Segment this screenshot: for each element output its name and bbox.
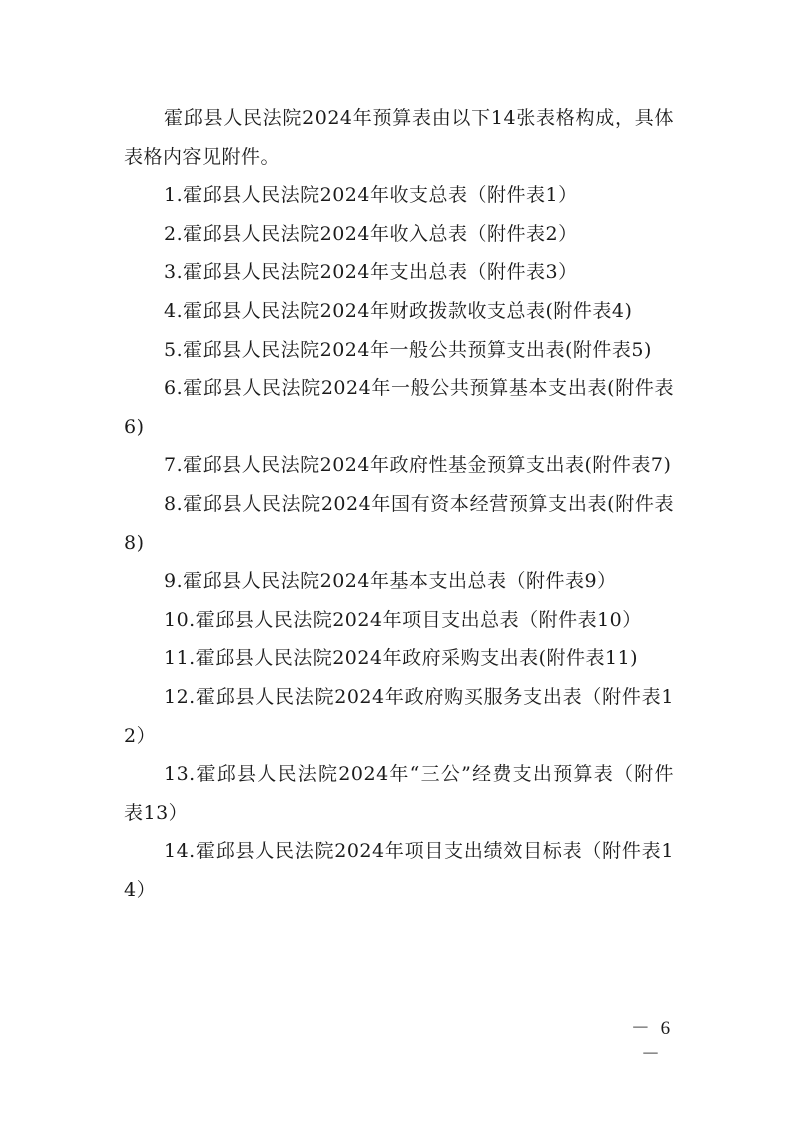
document-body — [124, 99, 674, 909]
table-list-item-2: 2.霍邱县人民法院2024年收入总表（附件表2） — [164, 222, 578, 245]
table-list-item-11: 11.霍邱县人民法院2024年政府采购支出表(附件表11) — [164, 647, 639, 670]
table-list-item-10: 10.霍邱县人民法院2024年项目支出总表（附件表10） — [164, 608, 642, 631]
table-list-item-1: 1.霍邱县人民法院2024年收支总表（附件表1） — [164, 184, 578, 207]
table-list-item-6: 6.霍邱县人民法院2024年一般公共预算基本支出表(附件表6) — [124, 377, 674, 438]
table-list-item-4: 4.霍邱县人民法院2024年财政拨款收支总表(附件表4) — [164, 299, 633, 322]
table-list-item-9: 9.霍邱县人民法院2024年基本支出总表（附件表9） — [164, 570, 617, 593]
table-list-item-12: 12.霍邱县人民法院2024年政府购买服务支出表（附件表12） — [124, 685, 674, 747]
table-list-item-13: 13.霍邱县人民法院2024年“三公”经费支出预算表（附件表13） — [124, 763, 674, 824]
page-number: － 6 － — [630, 1018, 674, 1065]
table-list-item-8: 8.霍邱县人民法院2024年国有资本经营预算支出表(附件表8) — [124, 492, 674, 554]
table-list-item-5: 5.霍邱县人民法院2024年一般公共预算支出表(附件表5) — [164, 338, 652, 361]
table-list-item-7: 7.霍邱县人民法院2024年政府性基金预算支出表(附件表7) — [164, 454, 672, 477]
intro-paragraph: 霍邱县人民法院2024年预算表由以下14张表格构成，具体表格内容见附件。 — [124, 107, 674, 168]
table-list-item-3: 3.霍邱县人民法院2024年支出总表（附件表3） — [164, 261, 578, 284]
table-list-item-14: 14.霍邱县人民法院2024年项目支出绩效目标表（附件表14） — [124, 840, 674, 901]
